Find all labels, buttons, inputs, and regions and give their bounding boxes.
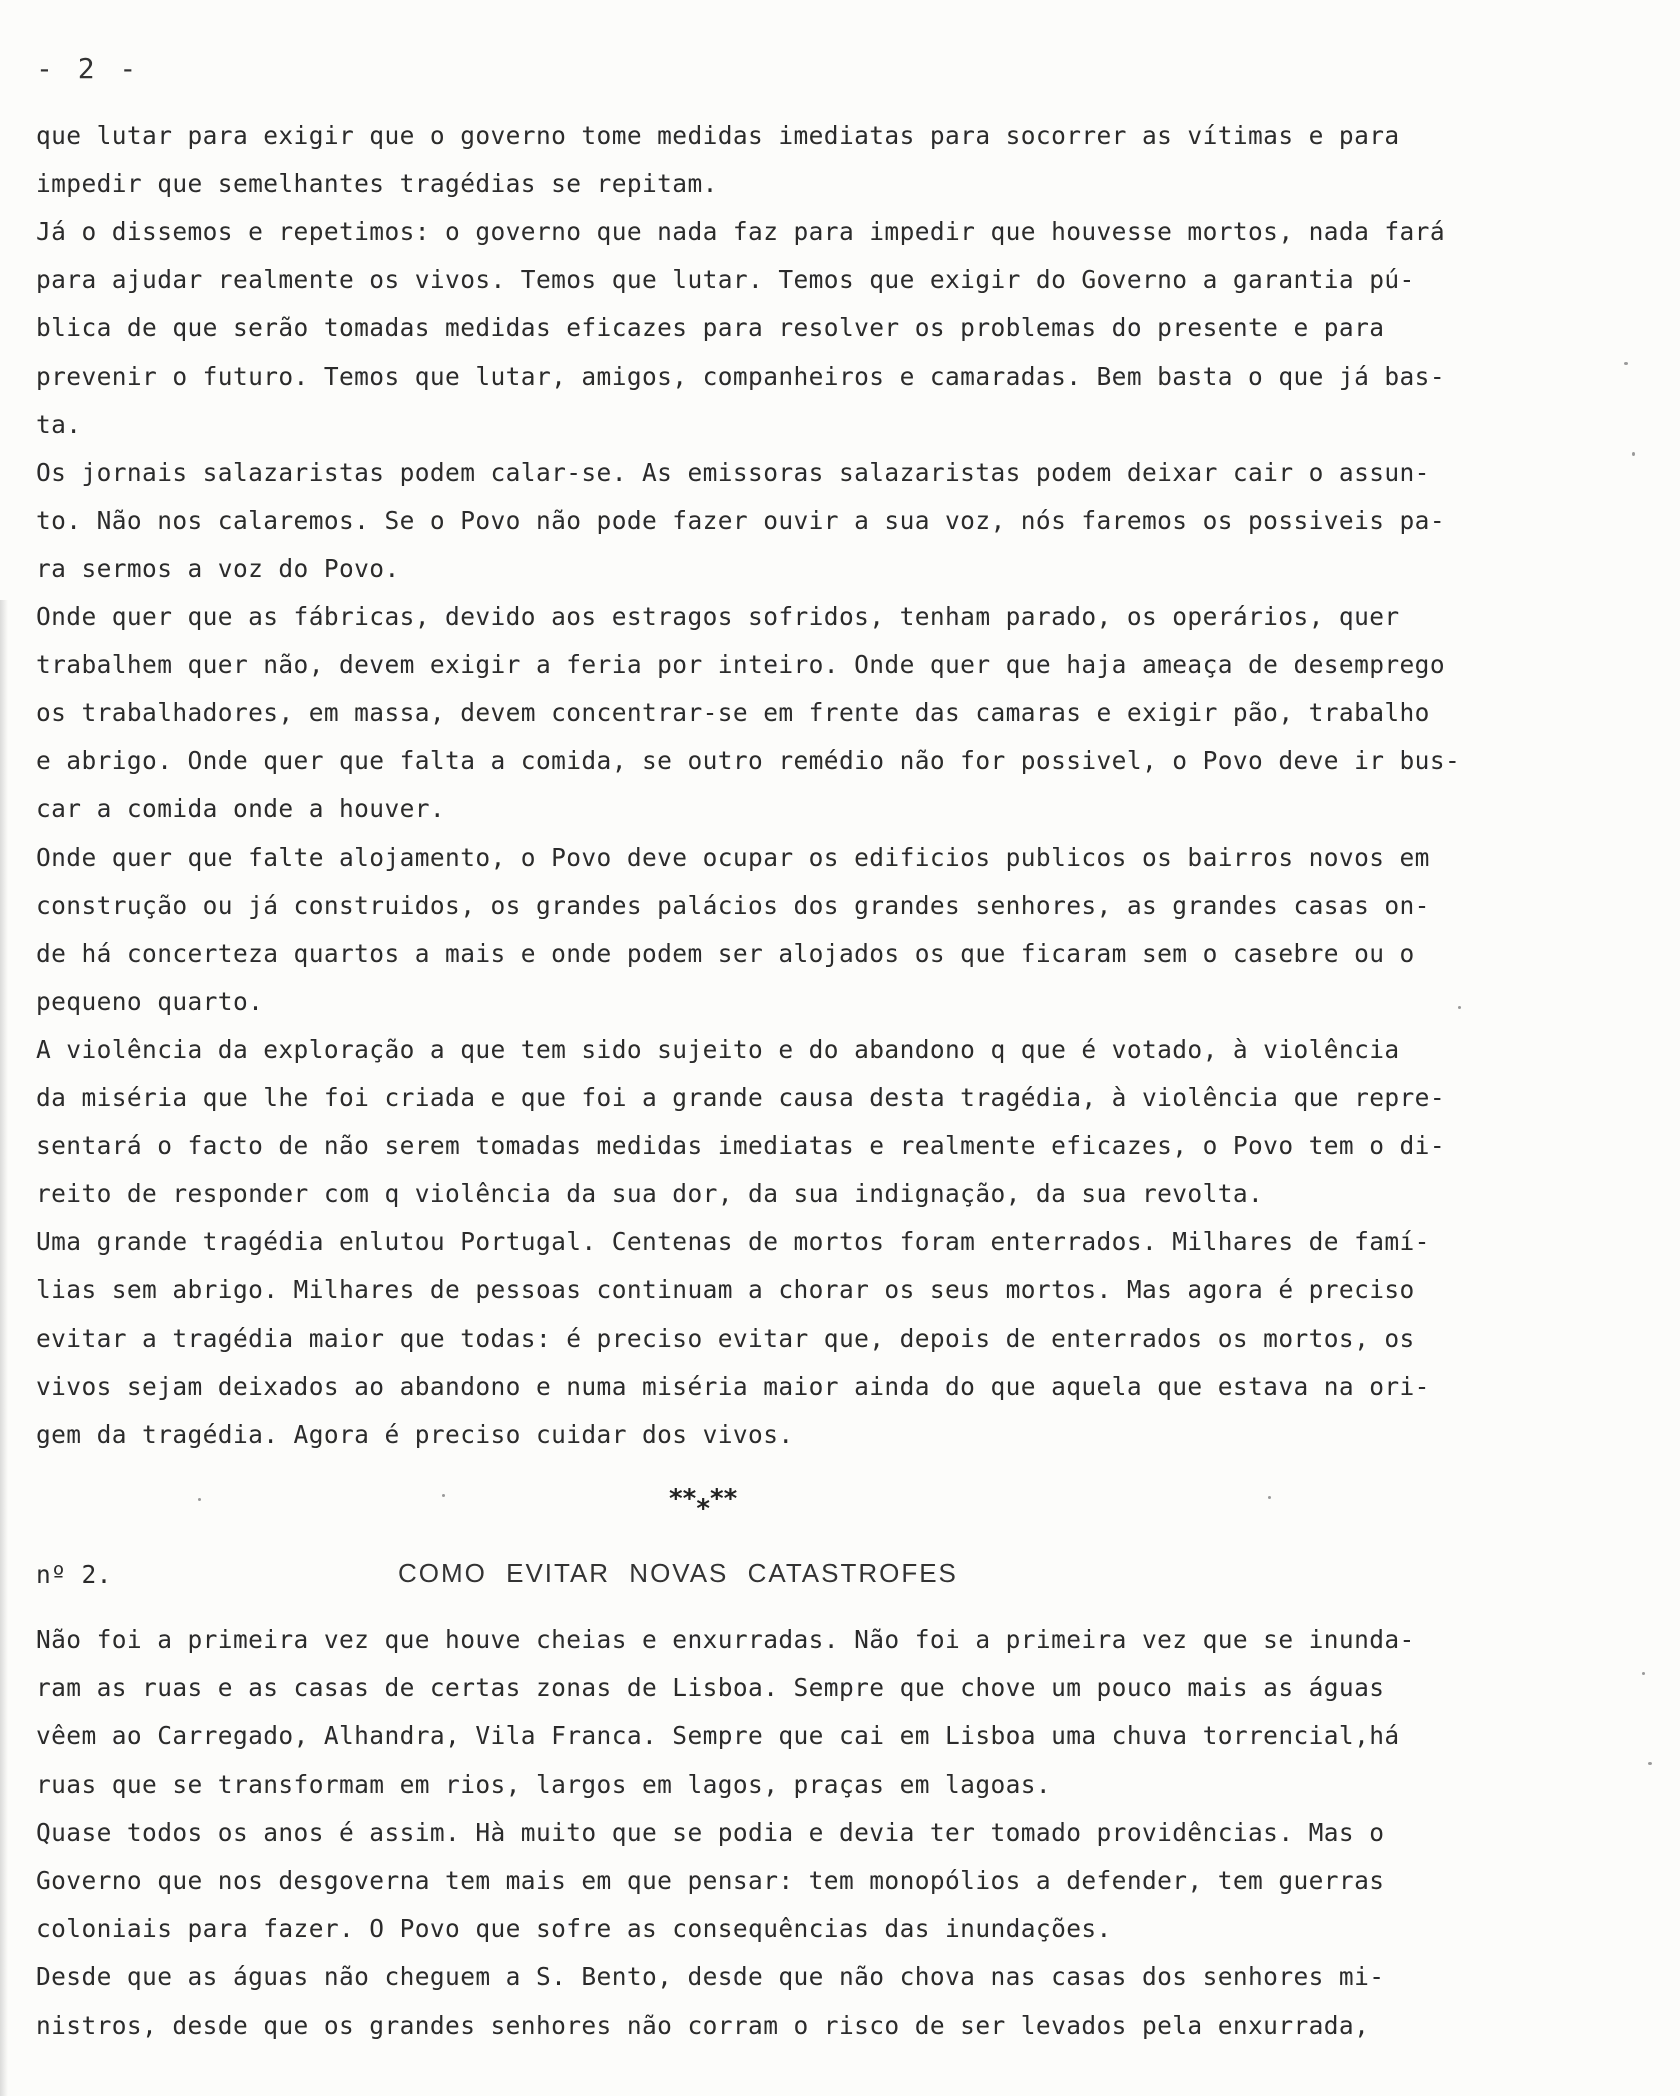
section-title: COMO EVITAR NOVAS CATASTROFES: [398, 1558, 958, 1588]
scan-speck: [1268, 1496, 1271, 1499]
scan-speck: [1648, 1762, 1652, 1765]
text-line: blica de que serão tomadas medidas eficazes para resolver os problemas do presente e para: [36, 313, 1385, 343]
text-line: Não foi a primeira vez que houve cheias e enxurradas. Não foi a primeira vez que se inunda-: [36, 1625, 1415, 1654]
text-line: prevenir o futuro. Temos que lutar, amigos, companheiros e camaradas. Bem basta o que já bas-: [36, 361, 1445, 391]
separator-left: **: [668, 1484, 696, 1514]
text-line: nistros, desde que os grandes senhores não corram o risco de ser levados pela enxurrada,: [36, 2010, 1370, 2040]
text-line: ra sermos a voz do Povo.: [36, 553, 400, 583]
text-line: gem da tragédia. Agora é preciso cuidar dos vivos.: [36, 1419, 794, 1449]
page-number: - 2 -: [36, 52, 141, 85]
scan-speck: [1624, 362, 1628, 365]
text-line: sentará o facto de não serem tomadas medidas imediatas e realmente eficazes, o Povo tem o di-: [36, 1131, 1445, 1161]
separator-mid: *: [695, 1494, 709, 1524]
scan-speck: [198, 1498, 201, 1501]
text-line: Governo que nos desgoverna tem mais em que pensar: tem monopólios a defender, tem guerras: [36, 1866, 1385, 1895]
text-line: Os jornais salazaristas podem calar-se. As emissoras salazaristas podem deixar cair o assun-: [36, 457, 1430, 487]
scan-edge-shadow: [0, 600, 8, 2096]
text-line: reito de responder com q violência da sua dor, da sua indignação, da sua revolta.: [36, 1179, 1264, 1209]
text-line: pequeno quarto.: [36, 986, 264, 1016]
text-line: impedir que semelhantes tragédias se repitam.: [36, 169, 718, 199]
scan-speck: [1642, 1672, 1645, 1675]
text-line: A violência da exploração a que tem sido sujeito e do abandono q que é votado, à violência: [36, 1034, 1400, 1064]
text-line: Já o dissemos e repetimos: o governo que nada faz para impedir que houvesse mortos, nada fará: [36, 217, 1445, 247]
text-line: lias sem abrigo. Milhares de pessoas continuam a chorar os seus mortos. Mas agora é preciso: [36, 1275, 1415, 1305]
text-line: coloniais para fazer. O Povo que sofre as consequências das inundações.: [36, 1914, 1112, 1944]
scan-speck: [1632, 452, 1635, 456]
section-number: nº 2.: [36, 1560, 112, 1589]
separator-right: **: [708, 1484, 737, 1514]
scan-speck: [442, 1494, 445, 1497]
text-line: vivos sejam deixados ao abandono e numa miséria maior ainda do que aquela que estava na ori-: [36, 1371, 1430, 1401]
text-line: da miséria que lhe foi criada e que foi a grande causa desta tragédia, à violência que repre-: [36, 1083, 1445, 1112]
section-separator: [668, 1484, 737, 1524]
text-line: Uma grande tragédia enlutou Portugal. Centenas de mortos foram enterrados. Milhares de famí-: [36, 1227, 1430, 1257]
text-line: ruas que se transformam em rios, largos em lagos, praças em lagoas.: [36, 1769, 1052, 1799]
scan-speck: [1458, 1006, 1461, 1009]
text-line: Quase todos os anos é assim. Hà muito que se podia e devia ter tomado providências. Mas o: [36, 1817, 1385, 1847]
text-line: os trabalhadores, em massa, devem concentrar-se em frente das camaras e exigir pão, trabalho: [36, 698, 1430, 728]
text-line: ram as ruas e as casas de certas zonas de Lisboa. Sempre que chove um pouco mais as águas: [36, 1673, 1385, 1703]
text-line: to. Não nos calaremos. Se o Povo não pode fazer ouvir a sua voz, nós faremos os possiveis pa-: [36, 505, 1445, 535]
text-line: Onde quer que as fábricas, devido aos estragos sofridos, tenham parado, os operários, quer: [36, 602, 1400, 631]
text-line: car a comida onde a houver.: [36, 794, 446, 824]
text-line: de há concerteza quartos a mais e onde podem ser alojados os que ficaram sem o casebre ou o: [36, 938, 1415, 968]
text-line: para ajudar realmente os vivos. Temos que lutar. Temos que exigir do Governo a garantia pú-: [36, 265, 1415, 295]
text-line: trabalhem quer não, devem exigir a feria por inteiro. Onde quer que haja ameaça de desemprego: [36, 650, 1445, 680]
text-line: e abrigo. Onde quer que falta a comida, se outro remédio não for possivel, o Povo deve ir bus-: [36, 746, 1461, 776]
text-line: vêem ao Carregado, Alhandra, Vila Franca. Sempre que cai em Lisboa uma chuva torrencial,há: [36, 1721, 1400, 1751]
text-line: ta.: [36, 409, 82, 439]
text-line: que lutar para exigir que o governo tome medidas imediatas para socorrer as vítimas e para: [36, 121, 1400, 150]
text-line: Onde quer que falte alojamento, o Povo deve ocupar os edificios publicos os bairros novos em: [36, 842, 1430, 872]
text-line: construção ou já construidos, os grandes palácios dos grandes senhores, as grandes casas on-: [36, 890, 1430, 920]
text-line: evitar a tragédia maior que todas: é preciso evitar que, depois de enterrados os mortos, os: [36, 1323, 1415, 1353]
text-line: Desde que as águas não cheguem a S. Bento, desde que não chova nas casas dos senhores mi-: [36, 1962, 1385, 1992]
